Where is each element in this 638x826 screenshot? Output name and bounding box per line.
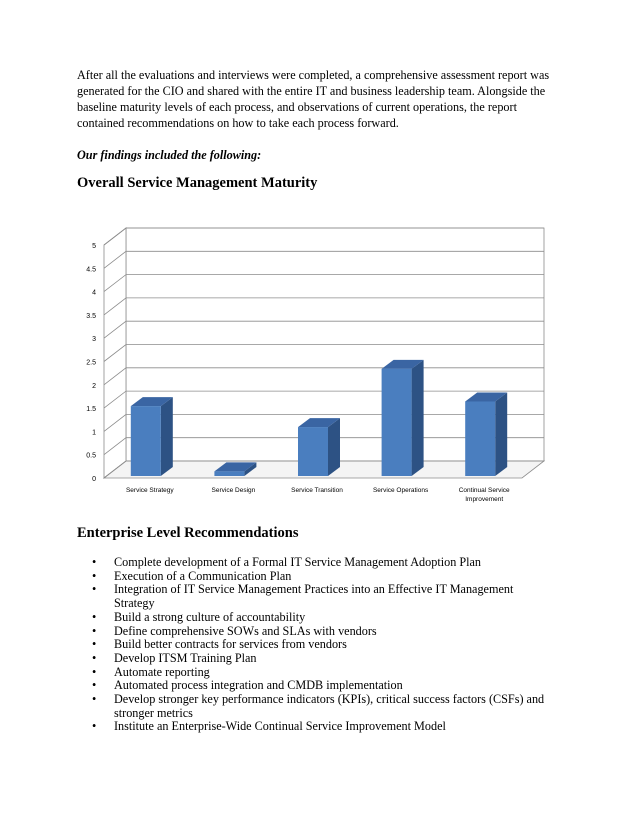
bar-side bbox=[328, 418, 340, 476]
bullet-icon: • bbox=[92, 568, 97, 583]
recommendation-text: Execution of a Communication Plan bbox=[114, 568, 292, 583]
y-tick-label: 5 bbox=[92, 243, 96, 250]
x-tick-label: Service Operations bbox=[372, 487, 429, 494]
bullet-icon: • bbox=[92, 555, 97, 569]
bullet-icon: • bbox=[92, 623, 97, 638]
recommendation-text: Develop stronger key performance indicators (KPIs), critical success factors (CSFs) and bbox=[114, 692, 545, 707]
bullet-icon: • bbox=[92, 650, 97, 665]
bar-side bbox=[495, 392, 507, 476]
maturity-bar-chart bbox=[84, 218, 554, 510]
y-tick-label: 0 bbox=[92, 476, 96, 483]
recommendation-text: Complete development of a Formal IT Service Management Adoption Plan bbox=[114, 555, 482, 569]
recommendation-text: Institute an Enterprise-Wide Continual Service Improvement Model bbox=[114, 719, 446, 734]
bullet-icon: • bbox=[92, 664, 97, 679]
x-tick-label: Continual Service bbox=[458, 487, 510, 494]
bar-front bbox=[214, 471, 244, 476]
bar-front bbox=[131, 406, 161, 476]
document-body bbox=[77, 67, 567, 163]
bar-side bbox=[412, 360, 424, 476]
recommendation-text: Build better contracts for services from vendors bbox=[114, 637, 347, 652]
y-tick-label: 3 bbox=[92, 336, 96, 344]
y-tick-label: 0.5 bbox=[86, 452, 96, 460]
x-tick-label: Service Design bbox=[211, 487, 256, 494]
bar-front bbox=[465, 401, 495, 476]
bullet-icon: • bbox=[92, 692, 97, 707]
bullet-icon: • bbox=[92, 637, 97, 652]
findings-label: Our findings included the following: bbox=[77, 148, 262, 162]
x-tick-label: Improvement bbox=[465, 496, 504, 503]
recommendation-item bbox=[77, 638, 567, 652]
y-tick-label: 1 bbox=[92, 429, 96, 437]
bullet-icon: • bbox=[92, 582, 97, 597]
bar-side bbox=[161, 397, 173, 476]
enterprise-heading: Enterprise Level Recommendations bbox=[77, 525, 299, 541]
recommendation-item bbox=[77, 556, 567, 570]
recommendation-text: Build a strong culture of accountability bbox=[114, 609, 306, 624]
recommendation-text: Define comprehensive SOWs and SLAs with vendors bbox=[114, 623, 377, 638]
recommendation-text: Strategy bbox=[114, 596, 155, 611]
recommendation-item bbox=[77, 611, 567, 625]
bullet-icon: • bbox=[92, 678, 97, 693]
recommendations-list bbox=[77, 556, 567, 734]
recommendation-text: Automate reporting bbox=[114, 664, 210, 679]
bullet-icon: • bbox=[92, 719, 97, 734]
recommendation-text: stronger metrics bbox=[114, 705, 193, 720]
overall-heading: Overall Service Management Maturity bbox=[77, 175, 318, 191]
recommendation-item bbox=[77, 583, 567, 610]
bar-front bbox=[298, 427, 328, 476]
y-tick-label: 2.5 bbox=[86, 359, 96, 367]
recommendation-item bbox=[77, 693, 567, 720]
recommendation-text: Integration of IT Service Management Practices into an Effective IT Management bbox=[114, 582, 514, 597]
intro-paragraph: After all the evaluations and interviews were completed, a comprehensive assessment report was generated for the CIO and shared with the entire IT and business leadership team. Alongside the baseline maturity levels of each process, and observations of current operations, the report contained recommendations on how to take each process forward. bbox=[77, 68, 550, 130]
y-tick-label: 1.5 bbox=[86, 406, 96, 414]
x-tick-label: Service Transition bbox=[291, 487, 343, 494]
bullet-icon: • bbox=[92, 609, 97, 624]
recommendation-item bbox=[77, 666, 567, 680]
recommendation-text: Automated process integration and CMDB implementation bbox=[114, 678, 403, 693]
recommendation-item bbox=[77, 570, 567, 584]
recommendation-item bbox=[77, 679, 567, 693]
y-tick-label: 4.5 bbox=[86, 266, 96, 274]
bar-front bbox=[382, 369, 412, 476]
y-tick-label: 3.5 bbox=[86, 312, 96, 320]
y-tick-label: 2 bbox=[92, 382, 96, 390]
x-tick-label: Service Strategy bbox=[125, 487, 174, 494]
recommendation-item bbox=[77, 625, 567, 639]
y-tick-label: 4 bbox=[92, 289, 96, 297]
recommendation-text: Develop ITSM Training Plan bbox=[114, 650, 257, 665]
recommendation-item bbox=[77, 720, 567, 734]
recommendation-item bbox=[77, 652, 567, 666]
